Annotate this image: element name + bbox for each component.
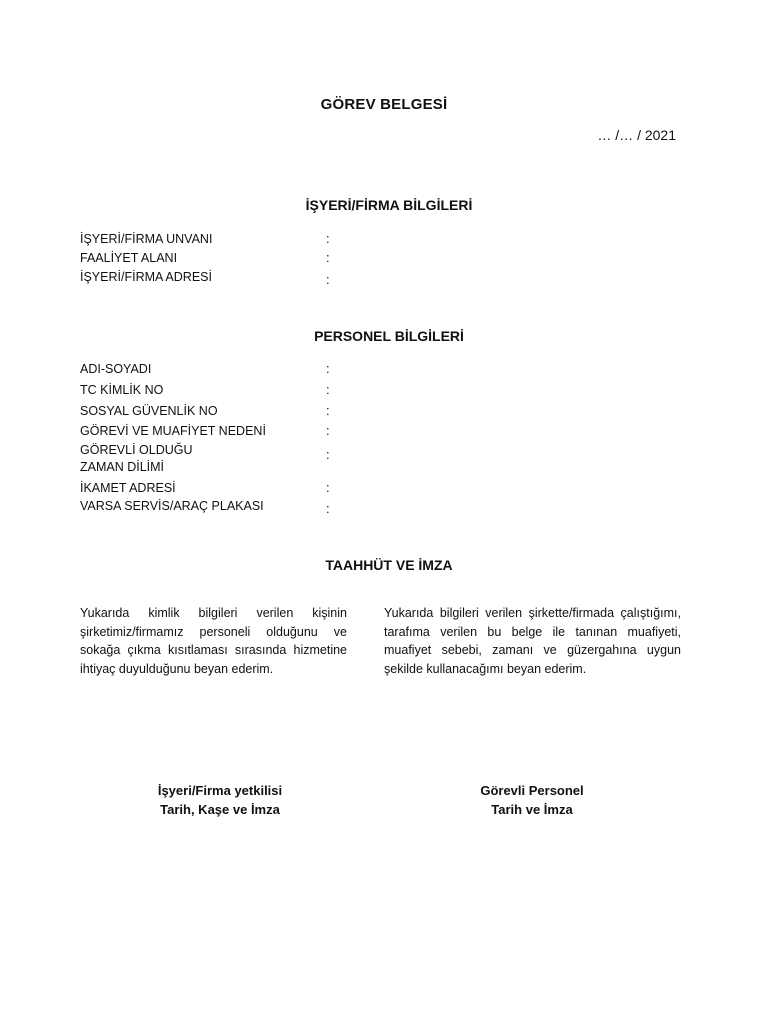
activity-field-colon: :	[326, 250, 330, 265]
employee-signature-subtitle: Tarih ve İmza	[491, 802, 573, 817]
company-address-colon: :	[326, 272, 330, 287]
time-slot-colon: :	[326, 447, 330, 462]
company-title-colon: :	[326, 231, 330, 246]
company-section-heading: İŞYERİ/FİRMA BİLGİLERİ	[305, 197, 473, 213]
vehicle-plate-label: VARSA SERVİS/ARAÇ PLAKASI	[80, 499, 264, 513]
duty-exemption-colon: :	[326, 423, 330, 438]
commitment-section-heading: TAAHHÜT VE İMZA	[325, 557, 453, 573]
tc-id-label: TC KİMLİK NO	[80, 383, 164, 397]
employer-signature-block	[120, 781, 320, 819]
name-surname-colon: :	[326, 361, 330, 376]
company-title-label: İŞYERİ/FİRMA UNVANI	[80, 232, 213, 246]
time-slot-label-line1: GÖREVLİ OLDUĞU	[80, 443, 193, 457]
employee-declaration: Yukarıda bilgileri verilen şirkette/firmada çalıştığımı, tarafıma verilen bu belge ile tanınan muafiyeti, muafiyet sebebi, zamanı ve güzergahına uygun şekilde kullanacağımı beyan ederim.	[384, 606, 681, 676]
employee-signature-title: Görevli Personel	[480, 783, 584, 798]
social-security-colon: :	[326, 403, 330, 418]
document-title: GÖREV BELGESİ	[320, 96, 448, 113]
time-slot-label-line2: ZAMAN DİLİMİ	[80, 460, 165, 474]
employer-signature-subtitle: Tarih, Kaşe ve İmza	[160, 802, 280, 817]
residence-address-label: İKAMET ADRESİ	[80, 481, 176, 495]
company-address-label: İŞYERİ/FİRMA ADRESİ	[80, 270, 212, 284]
employer-signature-title: İşyeri/Firma yetkilisi	[157, 783, 283, 798]
social-security-label: SOSYAL GÜVENLİK NO	[80, 404, 218, 418]
document-date: … /… / 2021	[597, 127, 676, 143]
name-surname-label: ADI-SOYADI	[80, 362, 152, 376]
personnel-section-heading: PERSONEL BİLGİLERİ	[314, 328, 464, 344]
duty-exemption-label: GÖREVİ VE MUAFİYET NEDENİ	[80, 424, 266, 438]
employee-signature-block	[432, 781, 632, 819]
activity-field-label: FAALİYET ALANI	[80, 251, 178, 265]
tc-id-colon: :	[326, 382, 330, 397]
vehicle-plate-colon: :	[326, 501, 330, 516]
residence-address-colon: :	[326, 480, 330, 495]
employer-declaration: Yukarıda kimlik bilgileri verilen kişinin şirketimiz/firmamız personeli olduğunu ve sokağa çıkma kısıtlaması sırasında hizmetine ihtiyaç duyulduğunu beyan ederim.	[80, 606, 347, 676]
